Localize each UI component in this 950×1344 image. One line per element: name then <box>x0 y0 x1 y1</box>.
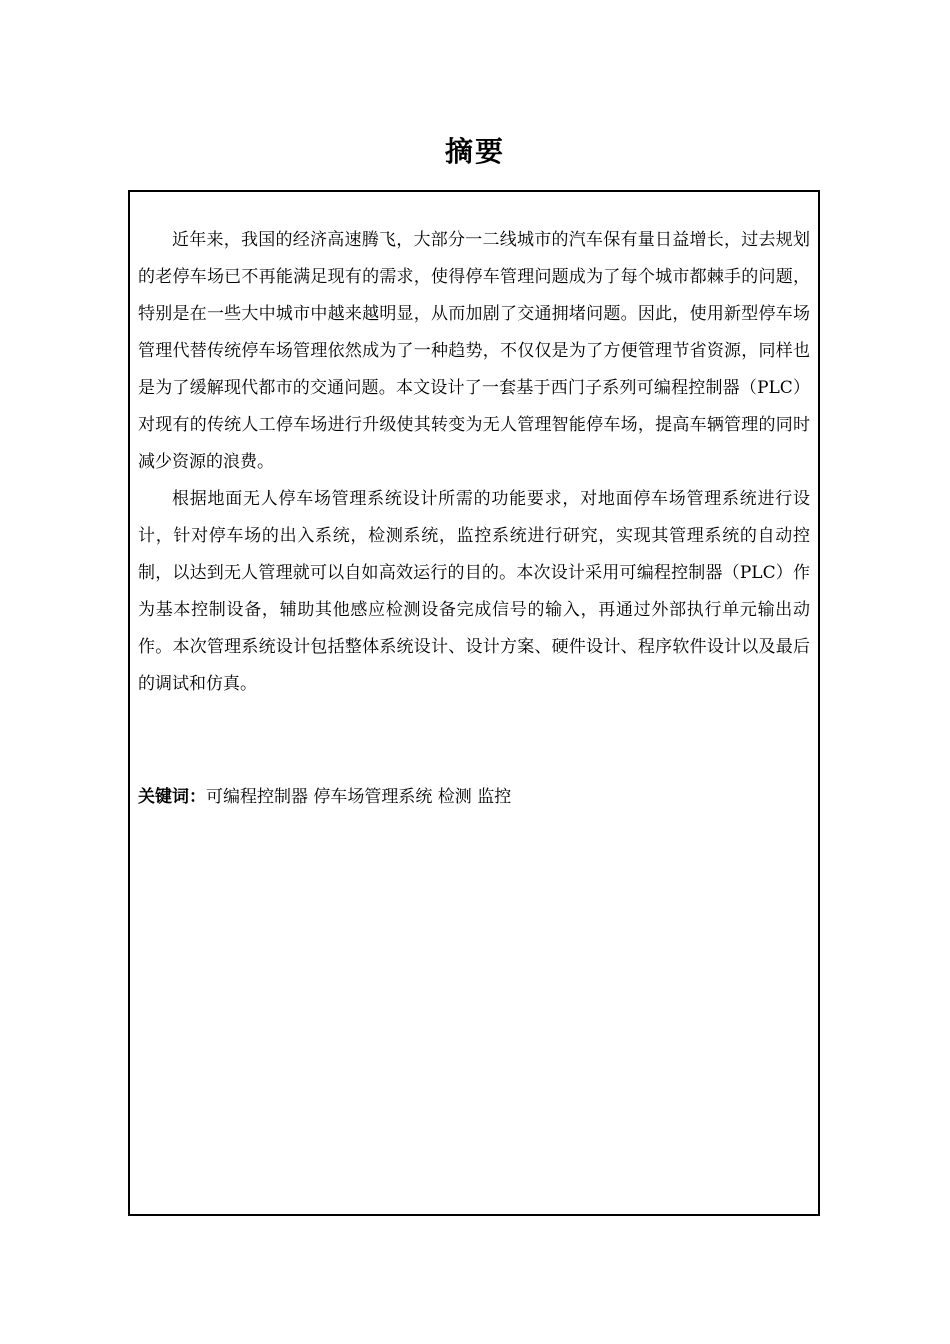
abstract-paragraph-2: 根据地面无人停车场管理系统设计所需的功能要求，对地面停车场管理系统进行设计，针对停车场的出入系统，检测系统，监控系统进行研究，实现其管理系统的自动控制，以达到无人管理就可以自如高效运行的目的。本次设计采用可编程控制器（PLC）作为基本控制设备，辅助其他感应检测设备完成信号的输入，再通过外部执行单元输出动作。本次管理系统设计包括整体系统设计、设计方案、硬件设计、程序软件设计以及最后的调试和仿真。 <box>138 489 810 694</box>
keywords-line <box>138 779 810 816</box>
abstract-paragraph-1: 近年来，我国的经济高速腾飞，大部分一二线城市的汽车保有量日益增长，过去规划的老停车场已不再能满足现有的需求，使得停车管理问题成为了每个城市都棘手的问题，特别是在一些大中城市中越来越明显，从而加剧了交通拥堵问题。因此，使用新型停车场管理代替传统停车场管理依然成为了一种趋势，不仅仅是为了方便管理节省资源，同样也是为了缓解现代都市的交通问题。本文设计了一套基于西门子系列可编程控制器（PLC）对现有的传统人工停车场进行升级使其转变为无人管理智能停车场，提高车辆管理的同时减少资源的浪费。 <box>138 230 810 472</box>
keywords-label: 关键词： <box>138 787 206 807</box>
page-title: 摘要 <box>444 135 505 168</box>
keywords-value: 可编程控制器 停车场管理系统 检测 监控 <box>206 787 512 807</box>
abstract-body <box>138 222 810 703</box>
